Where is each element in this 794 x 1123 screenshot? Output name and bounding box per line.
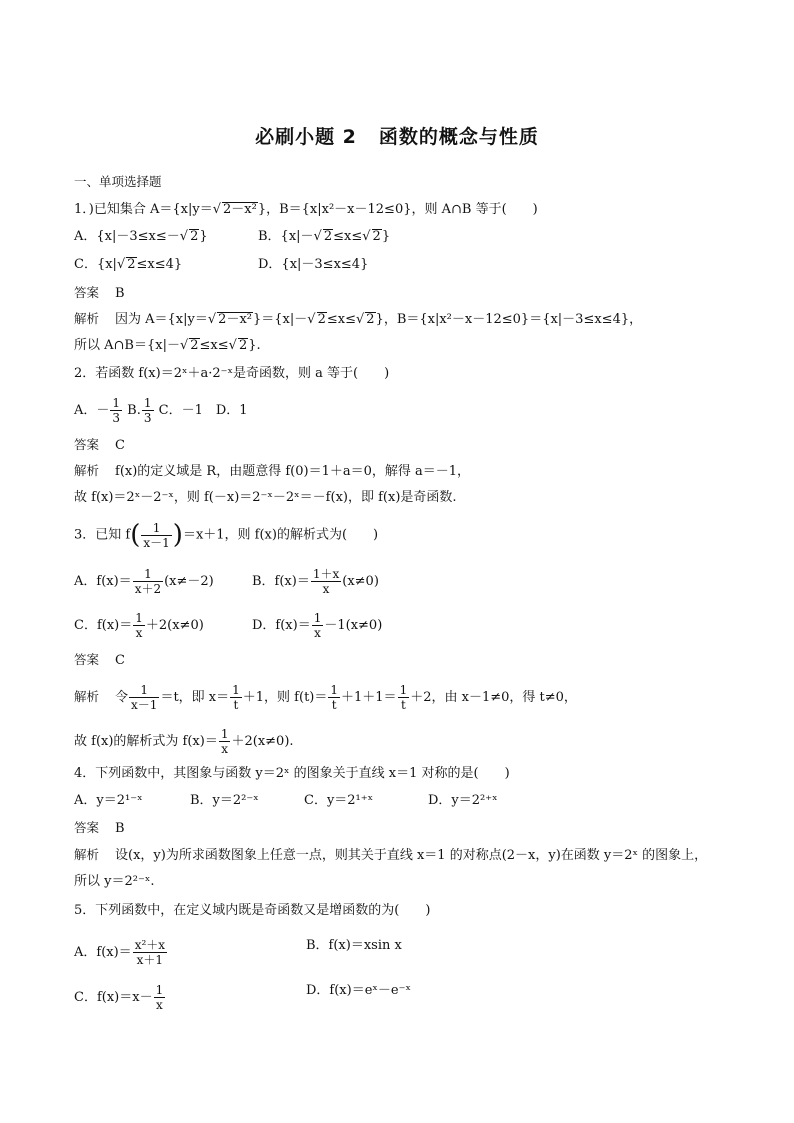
q5-option-b: B．f(x)＝xsin x <box>306 938 402 953</box>
q2-stem: 2．若函数 f(x)＝2ˣ＋a·2⁻ˣ是奇函数，则 a 等于( ) <box>74 366 390 381</box>
q4-analysis-line-1: 解析 设(x，y)为所求函数图象上任意一点，则其关于直线 x＝1 的对称点(2－x，y)在函数 y＝2ˣ 的图象上， <box>74 847 708 863</box>
q3-option-d: D．f(x)＝ $\frac{1}{x}$ －1(x≠0) <box>252 611 383 640</box>
q3-option-c: C．f(x)＝ $\frac{1}{x}$ ＋2(x≠0) <box>74 611 204 640</box>
q2-options: A．－ $\frac{1}{3}$ B. $\frac{1}{3}$ C．－1 D．1 <box>74 396 248 425</box>
q2-analysis-line-1: 解析 f(x)的定义域是 R，由题意得 f(0)＝1＋a＝0，解得 a＝－1， <box>74 463 471 479</box>
q3-stem: 3．已知 f( $\frac{1}{x-1}$ )＝x＋1，则 f(x)的解析式为( ) <box>74 520 379 550</box>
q5-option-a: A．f(x)＝ $\frac{\text{x²＋x}}{x+1}$ <box>74 938 166 967</box>
q4-option-b: B．y＝2²⁻ˣ <box>190 793 259 808</box>
q3-answer: 答案 C <box>74 652 125 668</box>
q5-stem: 5．下列函数中，在定义域内既是奇函数又是增函数的为( ) <box>74 903 431 918</box>
q3-option-a: A．f(x)＝ $\frac{1}{x+2}$ (x≠－2) <box>74 567 214 596</box>
q4-option-d: D．y＝2²⁺ˣ <box>428 793 498 808</box>
title-part-2: 函数的概念与性质 <box>378 126 539 148</box>
q2-analysis-line-2: 故 f(x)＝2ˣ－2⁻ˣ，则 f(－x)＝2⁻ˣ－2ˣ＝－f(x)，即 f(x)是奇函数. <box>74 490 457 505</box>
q1-answer-value: B <box>115 286 125 301</box>
q1-analysis-line-2: 所以 A∩B＝{x|－√ 2≤x≤√ 2}. <box>74 338 261 353</box>
q5-option-c: C．f(x)＝x－ $\frac{1}{x}$ <box>74 983 164 1012</box>
q4-analysis-line-2: 所以 y＝2²⁻ˣ. <box>74 874 155 889</box>
q1-stem-post: }，B＝{x|x²－x－12≤0}，则 A∩B 等于( ) <box>257 202 538 217</box>
q2-answer: 答案 C <box>74 437 125 453</box>
title-part-1: 必刷小题 2 <box>255 126 357 148</box>
q4-option-a: A．y＝2¹⁻ˣ <box>74 793 143 808</box>
q1-radicand: 2－x² <box>223 202 257 217</box>
q1-option-d: D．{x|－3≤x≤4} <box>258 257 369 272</box>
q1-stem: 1．)已知集合 A＝{x|y＝√ 2－x²}，B＝{x|x²－x－12≤0}，则 A∩B 等于( ) <box>74 202 538 217</box>
q4-option-c: C．y＝2¹⁺ˣ <box>304 793 374 808</box>
q4-stem: 4．下列函数中，其图象与函数 y＝2ˣ 的图象关于直线 x＝1 对称的是( ) <box>74 766 510 781</box>
q1-analysis-line-1: 解析 因为 A＝{x|y＝√ 2－x²}＝{x|－√ 2≤x≤√ 2}，B＝{x|x²－x－12≤0}＝{x|－3≤x≤4}， <box>74 311 643 327</box>
q1-stem-pre: 1．)已知集合 A＝{x|y＝ <box>74 202 213 217</box>
q1-answer <box>74 285 125 302</box>
q3-analysis-line-2: 故 f(x)的解析式为 f(x)＝ $\frac{1}{x}$ ＋2(x≠0). <box>74 727 294 756</box>
q3-option-b: B．f(x)＝ $\frac{1+x}{x}$ (x≠0) <box>252 567 379 596</box>
q1-option-a: A．{x|－3≤x≤－√ 2} <box>74 229 208 244</box>
q4-answer: 答案 B <box>74 820 125 836</box>
section-heading: 一、单项选择题 <box>74 174 162 189</box>
q1-option-b: B．{x|－√ 2≤x≤√ 2} <box>258 229 391 244</box>
analysis-label: 解析 <box>74 311 100 326</box>
answer-label: 答案 <box>74 285 100 300</box>
page-title <box>0 122 794 149</box>
q3-analysis-line-1: 解析 令 $\frac{1}{x-1}$ ＝t，即 x＝ $\frac{1}{t}$ ＋1，则 f(t)＝ $\frac{1}{t}$ ＋1＋1＝ $\frac{1}{t}$ ＋2，由 x－1≠0，得 t≠0， <box>74 683 577 712</box>
q5-option-d: D．f(x)＝eˣ－e⁻ˣ <box>306 983 411 998</box>
q1-option-c: C．{x|√ 2≤x≤4} <box>74 257 183 272</box>
